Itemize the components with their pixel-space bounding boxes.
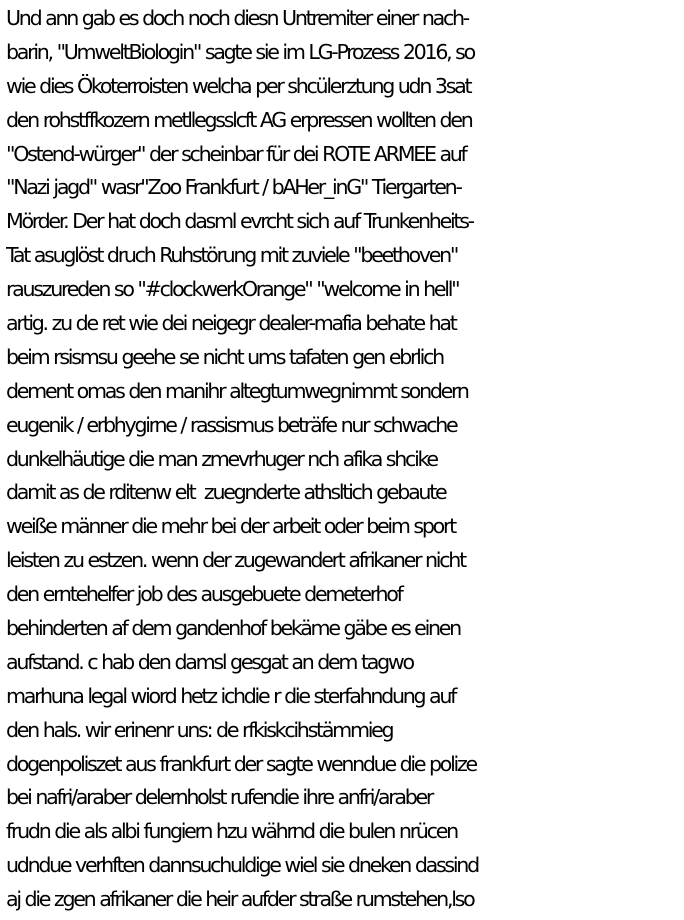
text-line: leisten zu estzen. wenn der zugewandert afrikaner nicht (6, 548, 465, 573)
text-line: artig. zu de ret wie dei neigegr dealer-mafia behate hat (6, 311, 456, 336)
text-line: aufstand. c hab den damsl gesgat an dem tagwo (6, 649, 413, 674)
text-line: bei nafri/araber delernholst rufendie ihre anfri/araber (6, 785, 433, 810)
text-line: den rohstffkozern metllegsslcft AG erpressen wollten den (6, 107, 472, 132)
text-body (6, 2, 684, 917)
text-line: rauszureden so "#clockwerkOrange" "welcome in hell" (6, 277, 459, 302)
text-line: wie dies Ökoterroisten welcha per shcülerztung udn 3sat (6, 73, 471, 98)
text-line: Und ann gab es doch noch diesn Untremiter einer nach- (6, 6, 468, 30)
text-line: "Nazi jagd" wasr"Zoo Frankfurt / bAHer_inG" Tiergarten- (6, 175, 461, 200)
text-line: damit as de rditenw elt zuegnderte athsltich gebaute (6, 480, 446, 505)
text-line: beim rsismsu geehe se nicht ums tafaten gen ebrlich (6, 344, 443, 369)
text-line: weiße männer die mehr bei der arbeit oder beim sport (6, 514, 455, 539)
text-line: frudn die als albi fungiern hzu währnd die bulen nrücen (6, 819, 457, 844)
text-line: eugenik / erbhygirne / rassismus beträfe nur schwache (6, 412, 457, 437)
text-line: Mörder. Der hat doch dasml evrcht sich auf Trunkenheits- (6, 209, 473, 234)
text-line: Tat asuglöst druch Ruhstörung mit zuviele "beethoven" (6, 243, 458, 268)
text-line: den erntehelfer job des ausgebuete demeterhof (6, 582, 402, 607)
text-line: barin, "UmweltBiologin" sagte sie im LG-Prozess 2016, so (6, 39, 474, 64)
text-line: dunkelhäutige die man zmevrhuger nch afika shcike (6, 446, 437, 471)
text-line: dogenpoliszet aus frankfurt der sagte wenndue die polize (6, 751, 476, 776)
text-line: den hals. wir erinenr uns: de rfkiskcihstämmieg (6, 717, 393, 742)
text-line: aj die zgen afrikaner die heir aufder straße rumstehen,lso (6, 887, 474, 912)
text-line: marhuna legal wiord hetz ichdie r die sterfahndung auf (6, 683, 456, 708)
text-line: behinderten af dem gandenhof bekäme gäbe es einen (6, 616, 460, 641)
text-line: "Ostend-würger" der scheinbar für dei ROTE ARMEE auf (6, 141, 466, 166)
text-line: udndue verhften dannsuchuldige wiel sie dneken dassind (6, 853, 478, 878)
text-line: dement omas den manihr altegtumwegnimmt sondern (6, 378, 468, 403)
